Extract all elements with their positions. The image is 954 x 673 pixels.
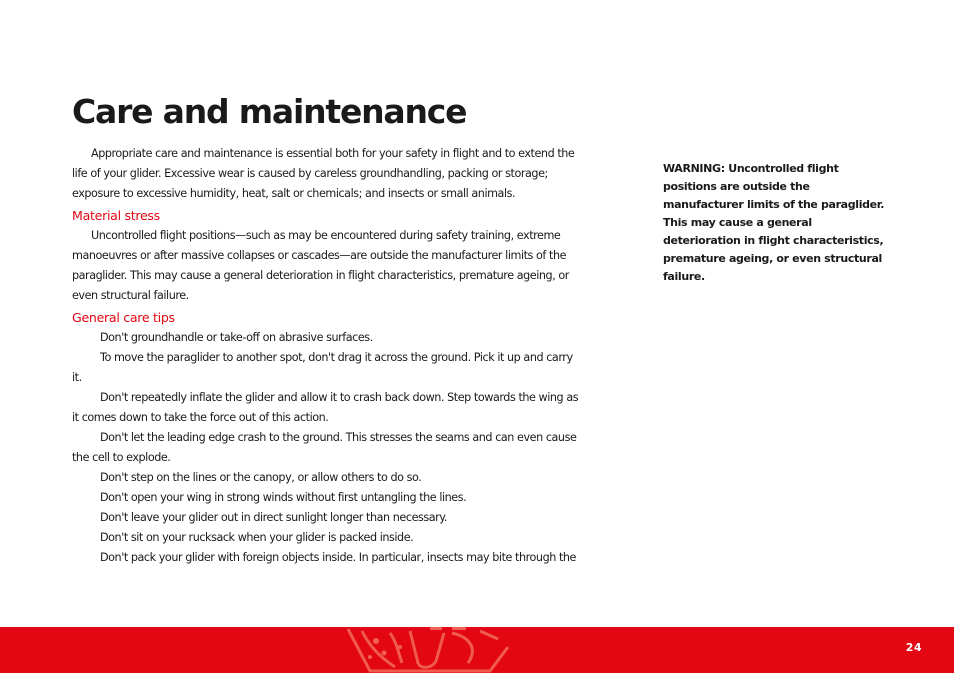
intro-paragraph: Appropriate care and maintenance is essential both for your safety in flight and to extend the life of your glider. Excessive wear is caused by careless groundhandling, packing or storage; exposure to excessive humidity, heat, salt or chemicals; and insects or small animals. (72, 147, 575, 200)
care-tip-item: Don't pack your glider with foreign objects inside. In particular, insects may bite through the (100, 551, 576, 564)
care-tip-item: Don't groundhandle or take-off on abrasive surfaces. (100, 331, 373, 344)
care-tip-item: Don't let the leading edge crash to the ground. This stresses the seams and can even cause the cell to explode. (72, 431, 577, 464)
page-title: Care and maintenance (72, 92, 467, 131)
care-tip-item: Don't sit on your rucksack when your glider is packed inside. (100, 531, 414, 544)
care-tip-item: Don't leave your glider out in direct sunlight longer than necessary. (100, 511, 447, 524)
brand-logo-mark-icon (340, 627, 520, 673)
main-content (72, 144, 584, 568)
care-tips-list (72, 328, 584, 568)
care-tip-item: Don't repeatedly inflate the glider and allow it to crash back down. Step towards the wing as it comes down to take the force out of this action. (72, 391, 579, 424)
care-tip-item: Don't open your wing in strong winds without first untangling the lines. (100, 491, 467, 504)
material-stress-body: Uncontrolled flight positions—such as may be encountered during safety training, extreme manoeuvres or after massive collapses or cascades—are outside the manufacturer limits of the paraglider. This may cause a general deterioration in flight characteristics, premature ageing, or even structural failure. (72, 229, 569, 302)
care-tip-item: To move the paraglider to another spot, don't drag it across the ground. Pick it up and carry it. (72, 351, 573, 384)
footer-band (0, 627, 954, 673)
material-stress-heading: Material stress (72, 208, 160, 223)
warning-note: WARNING: Uncontrolled flight positions are outside the manufacturer limits of the paraglider. This may cause a general deterioration in flight characteristics, premature ageing, or even structural failure. (663, 162, 885, 283)
care-tips-heading: General care tips (72, 310, 175, 325)
page-number: 24 (905, 641, 922, 654)
care-tip-item: Don't step on the lines or the canopy, or allow others to do so. (100, 471, 422, 484)
